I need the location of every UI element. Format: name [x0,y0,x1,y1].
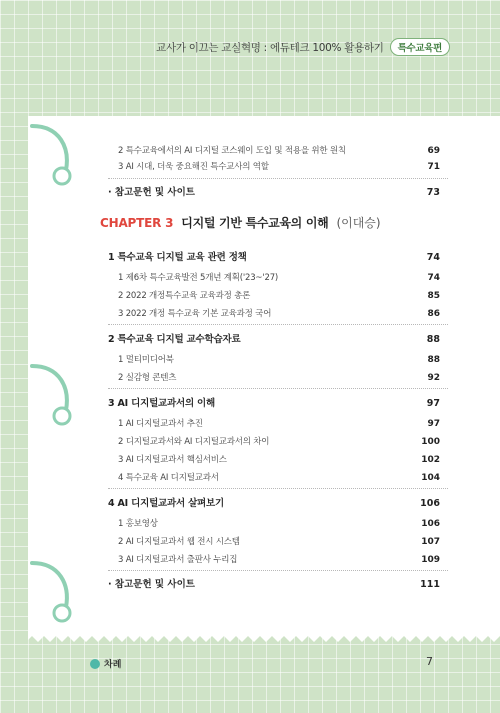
toc-entry-page: 97 [427,419,440,429]
toc-entry[interactable] [118,371,440,383]
toc-entry-page: 102 [421,455,440,465]
toc-entry[interactable] [118,535,440,547]
references-page: 111 [420,579,440,590]
toc-entry-text: 2 디지털교과서와 AI 디지털교과서의 차이 [118,437,270,447]
toc-entry-text: 2 2022 개정특수교육 교육과정 총론 [118,291,251,301]
binder-ring-middle-icon [30,358,80,428]
edition-badge: 특수교육편 [390,38,450,56]
footer-section-label: 차례 [104,660,122,670]
toc-entry-page: 104 [421,473,440,483]
section-heading[interactable] [108,249,440,263]
footer-dot-icon [90,659,100,669]
toc-entry-text: 1 AI 디지털교과서 추진 [118,419,203,429]
toc-entry[interactable] [118,517,440,529]
toc-entry-page: 69 [427,146,440,156]
toc-entry[interactable] [118,271,440,283]
toc-entry-text: 3 AI 시대, 더욱 중요해진 특수교사의 역할 [118,162,269,172]
chapter-heading [100,214,381,231]
section-title: 3 AI 디지털교과서의 이해 [108,398,216,409]
binder-ring-bottom-icon [30,555,80,625]
toc-entry-page: 88 [427,355,440,365]
toc-entry[interactable] [118,453,440,465]
section-page: 106 [420,498,440,509]
page-number: 7 [426,655,433,668]
section-title: 2 특수교육 디지털 교수학습자료 [108,334,241,345]
toc-entry-text: 1 멀티미디어북 [118,355,174,365]
chapter-label: CHAPTER 3 [100,216,174,230]
toc-entry[interactable] [118,553,440,565]
toc-entry-text: 1 제6차 특수교육발전 5개년 계획('23~'27) [118,273,279,283]
references-page: 73 [426,187,440,198]
toc-entry-page: 86 [427,309,440,319]
toc-entry-page: 100 [421,437,440,447]
toc-entry-page: 109 [421,555,440,565]
references-entry[interactable] [108,184,440,198]
toc-entry[interactable] [118,353,440,365]
toc-entry[interactable] [118,471,440,483]
toc-entry-text: 1 홍보영상 [118,519,158,529]
toc-entry-text: 3 AI 디지털교과서 출판사 누리집 [118,555,238,565]
toc-entry-page: 92 [427,373,440,383]
toc-entry[interactable] [118,417,440,429]
toc-entry-page: 85 [427,291,440,301]
references-entry[interactable] [108,576,440,590]
toc-entry-text: 4 특수교육 AI 디지털교과서 [118,473,219,483]
section-title: 4 AI 디지털교과서 살펴보기 [108,498,224,509]
toc-entry[interactable] [118,307,440,319]
section-heading[interactable] [108,495,440,509]
toc-entry-text: 3 AI 디지털교과서 핵심서비스 [118,455,227,465]
chapter-author: (이대승) [336,216,381,230]
section-heading[interactable] [108,331,440,345]
toc-entry[interactable] [118,160,440,172]
binder-ring-top-icon [30,118,80,188]
chapter-title: 디지털 기반 특수교육의 이해 [181,216,329,230]
toc-entry-page: 74 [427,273,440,283]
book-title: 교사가 이끄는 교실혁명 : 에듀테크 100% 활용하기 [156,41,384,54]
toc-entry-text: 2 실감형 콘텐츠 [118,373,177,383]
toc-entry-text: 2 AI 디지털교과서 웹 전시 시스템 [118,537,240,547]
toc-entry[interactable] [118,289,440,301]
references-text: · 참고문헌 및 사이트 [108,187,195,198]
section-page: 74 [426,252,440,263]
section-heading[interactable] [108,395,440,409]
section-page: 97 [426,398,440,409]
toc-entry[interactable] [118,435,440,447]
running-header [150,38,450,56]
section-title: 1 특수교육 디지털 교육 관련 정책 [108,252,247,263]
toc-entry-text: 3 2022 개정 특수교육 기본 교육과정 국어 [118,309,272,319]
references-text: · 참고문헌 및 사이트 [108,579,195,590]
toc-entry-page: 71 [427,162,440,172]
section-page: 88 [426,334,440,345]
zigzag-edge [28,632,500,644]
toc-entry-text: 2 특수교육에서의 AI 디지털 코스웨이 도입 및 적용을 위한 원칙 [118,146,346,156]
toc-entry-page: 106 [421,519,440,529]
toc-entry[interactable] [118,144,440,156]
toc-entry-page: 107 [421,537,440,547]
